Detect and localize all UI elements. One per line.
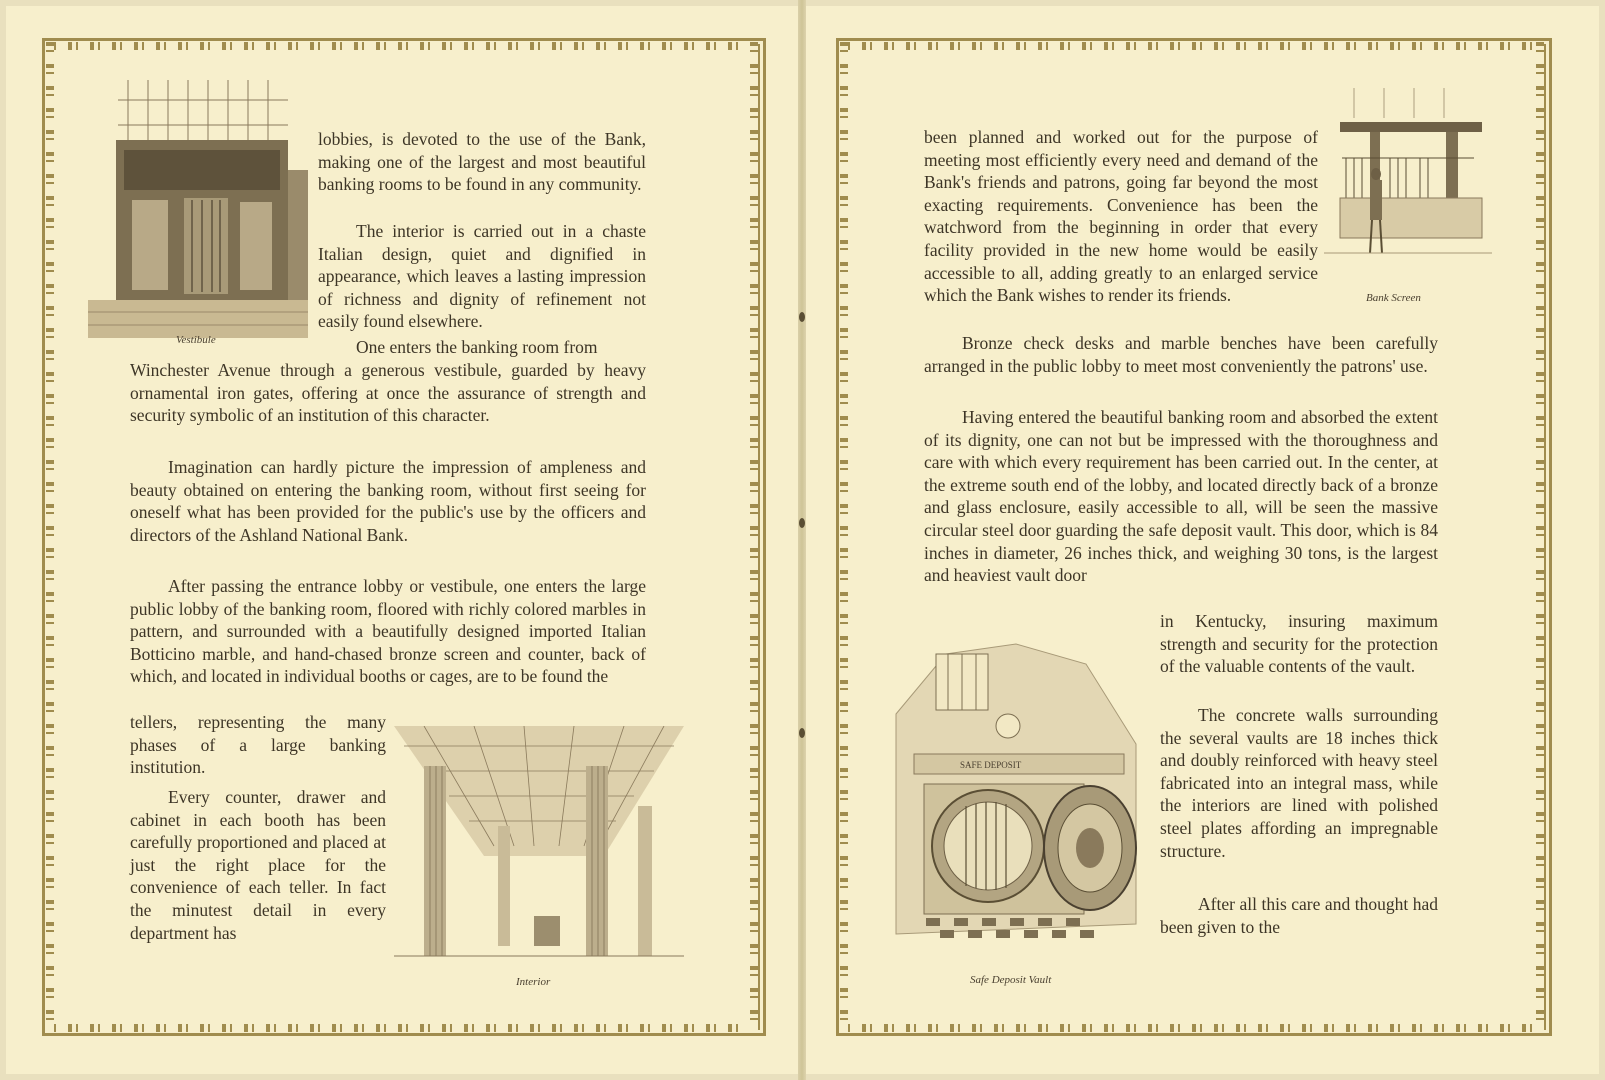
caption-safe-deposit-vault: Safe Deposit Vault xyxy=(970,974,1052,986)
paragraph-vault-door: Having entered the beautiful banking room and absorbed the extent of its dignity, one can not but be impressed with the thoroughness and care with which every requirement has been carried out. In the center, at the extreme south end of the lobby, and located directly back of a bronze and glass enclosure, easily accessible to all, will be seen the massive circular steel door guarding the safe deposit vault. This door, which is 84 inches in diameter, 26 inches thick, and weighing 30 tons, is the largest and heaviest vault door xyxy=(924,407,1438,586)
border-pattern-top xyxy=(46,42,758,50)
caption-interior: Interior xyxy=(516,976,551,988)
vault-sign: SAFE DEPOSIT xyxy=(960,760,1022,770)
border-pattern-left xyxy=(840,42,848,1032)
book-gutter xyxy=(798,0,806,1080)
paragraph-interior-design: The interior is carried out in a chaste Italian design, quiet and dignified in appearance, which leaves a lasting impression of richness and dignity of refinement not easily found elsewhere. xyxy=(318,221,646,332)
border-pattern-bottom xyxy=(840,1024,1544,1032)
paragraph-tellers: tellers, representing the many phases of a large banking institution. xyxy=(130,712,386,778)
binding-hole xyxy=(799,312,805,322)
interior-illustration xyxy=(394,726,684,964)
paragraph-kentucky: in Kentucky, insuring maximum strength and security for the protection of the valuable contents of the vault. xyxy=(1160,611,1438,677)
right-page xyxy=(806,6,1599,1074)
left-page xyxy=(6,6,798,1074)
border-pattern-bottom xyxy=(46,1024,758,1032)
border-pattern-right xyxy=(750,42,758,1032)
safe-deposit-vault-illustration xyxy=(886,634,1156,960)
caption-bank-screen: Bank Screen xyxy=(1366,292,1421,304)
vestibule-illustration xyxy=(88,80,308,338)
paragraph-after-all: After all this care and thought had been given to the xyxy=(1160,894,1438,937)
border-pattern-left xyxy=(46,42,54,1032)
binding-hole xyxy=(799,518,805,528)
paragraph-entrance-lobby: After passing the entrance lobby or vestibule, one enters the large public lobby of the banking room, floored with richly colored marbles in pattern, and surrounded with a beautifully designed imported Italian Botticino marble, and hand-chased bronze screen and counter, back of which, and located in individual booths or cages, are to be found the xyxy=(130,576,646,687)
paragraph-check-desks: Bronze check desks and marble benches have been carefully arranged in the public lobby to meet most conveniently the patrons' use. xyxy=(924,333,1438,376)
border-pattern-right xyxy=(1536,42,1544,1032)
paragraph-concrete-walls: The concrete walls surrounding the several vaults are 18 inches thick and doubly reinforced with heavy steel fabricated into an integral mass, while the interiors are lined with polished steel plates affording an impregnable structure. xyxy=(1160,705,1438,861)
paragraph-planned: been planned and worked out for the purpose of meeting most efficiently every need and demand of the Bank's friends and patrons, going far beyond the most exacting requirements. Convenience has been the watchword from the beginning in order that every facility provided in the new home would be easily accessible to all, adding greatly to an enlarged service which the Bank wishes to render its friends. xyxy=(924,127,1318,306)
paragraph-imagination: Imagination can hardly picture the impression of ampleness and beauty obtained on entering the banking room, without first seeing for oneself what has been provided for the public's use by the officers and directors of the Ashland National Bank. xyxy=(130,457,646,545)
bank-screen-illustration xyxy=(1324,88,1492,278)
binding-hole xyxy=(799,728,805,738)
paragraph-lobbies: lobbies, is devoted to the use of the Bank, making one of the largest and most beautiful banking rooms to be found in any community. xyxy=(318,129,646,195)
paragraph-every-counter: Every counter, drawer and cabinet in each booth has been carefully proportioned and placed at just the right place for the convenience of each teller. In fact the minutest detail in every department has xyxy=(130,787,386,943)
caption-vestibule: Vestibule xyxy=(176,334,216,346)
border-pattern-top xyxy=(840,42,1544,50)
paragraph-enters-banking-room-start: One enters the banking room from xyxy=(356,337,598,357)
paragraph-enters-banking-room-cont: Winchester Avenue through a generous vestibule, guarded by heavy ornamental iron gates, offering at once the assurance of strength and security symbolic of an institution of this character. xyxy=(130,360,646,426)
